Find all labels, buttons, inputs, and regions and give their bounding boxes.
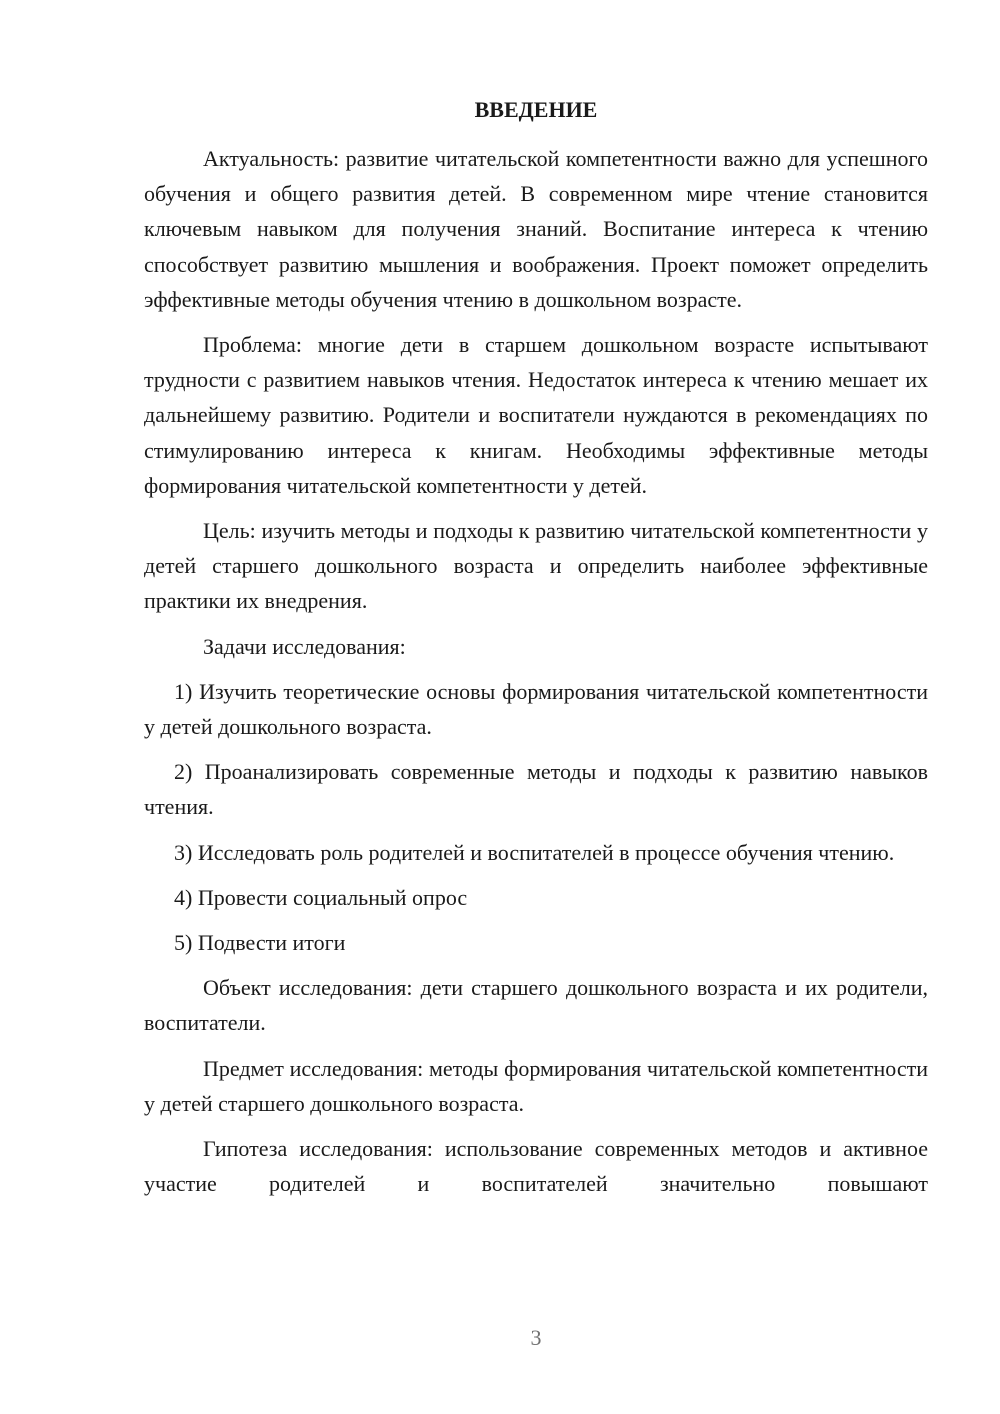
task-item-3: 3) Исследовать роль родителей и воспитателей в процессе обучения чтению. xyxy=(174,839,895,865)
task-item-2: 2) Проанализировать современные методы и подходы к развитию навыков чтения. xyxy=(144,759,928,820)
page-number: 3 xyxy=(530,1325,542,1350)
relevance-paragraph: Актуальность: развитие читательской компетентности важно для успешного обучения и общего развития детей. В современном мире чтение становится ключевым навыком для получения знаний. Воспитание интереса к чтению способствует развитию мышления и воображения. Проект поможет определить эффективные методы обучения чтению в дошкольном возрасте. xyxy=(144,146,928,312)
tasks-heading: Задачи исследования: xyxy=(203,633,406,659)
object-paragraph: Объект исследования: дети старшего дошкольного возраста и их родители, воспитатели. xyxy=(144,975,928,1036)
task-item-5: 5) Подвести итоги xyxy=(174,930,346,956)
subject-paragraph: Предмет исследования: методы формирования читательской компетентности у детей старшего дошкольного возраста. xyxy=(144,1055,928,1116)
task-item-4: 4) Провести социальный опрос xyxy=(174,884,468,910)
hypothesis-paragraph: Гипотеза исследования: использование современных методов и активное участие родителей и воспитателей значительно повышают xyxy=(144,1136,928,1197)
section-title: ВВЕДЕНИЕ xyxy=(474,97,598,122)
page-content xyxy=(144,92,928,1211)
problem-paragraph: Проблема: многие дети в старшем дошкольном возрасте испытывают трудности с развитием навыков чтения. Недостаток интереса к чтению мешает их дальнейшему развитию. Родители и воспитатели нуждаются в рекомендациях по стимулированию интереса к книгам. Необходимы эффективные методы формирования читательской компетентности у детей. xyxy=(144,332,928,498)
goal-paragraph: Цель: изучить методы и подходы к развитию читательской компетентности у детей старшего дошкольного возраста и определить наиболее эффективные практики их внедрения. xyxy=(144,518,928,614)
task-item-1: 1) Изучить теоретические основы формирования читательской компетентности у детей дошкольного возраста. xyxy=(144,678,928,740)
